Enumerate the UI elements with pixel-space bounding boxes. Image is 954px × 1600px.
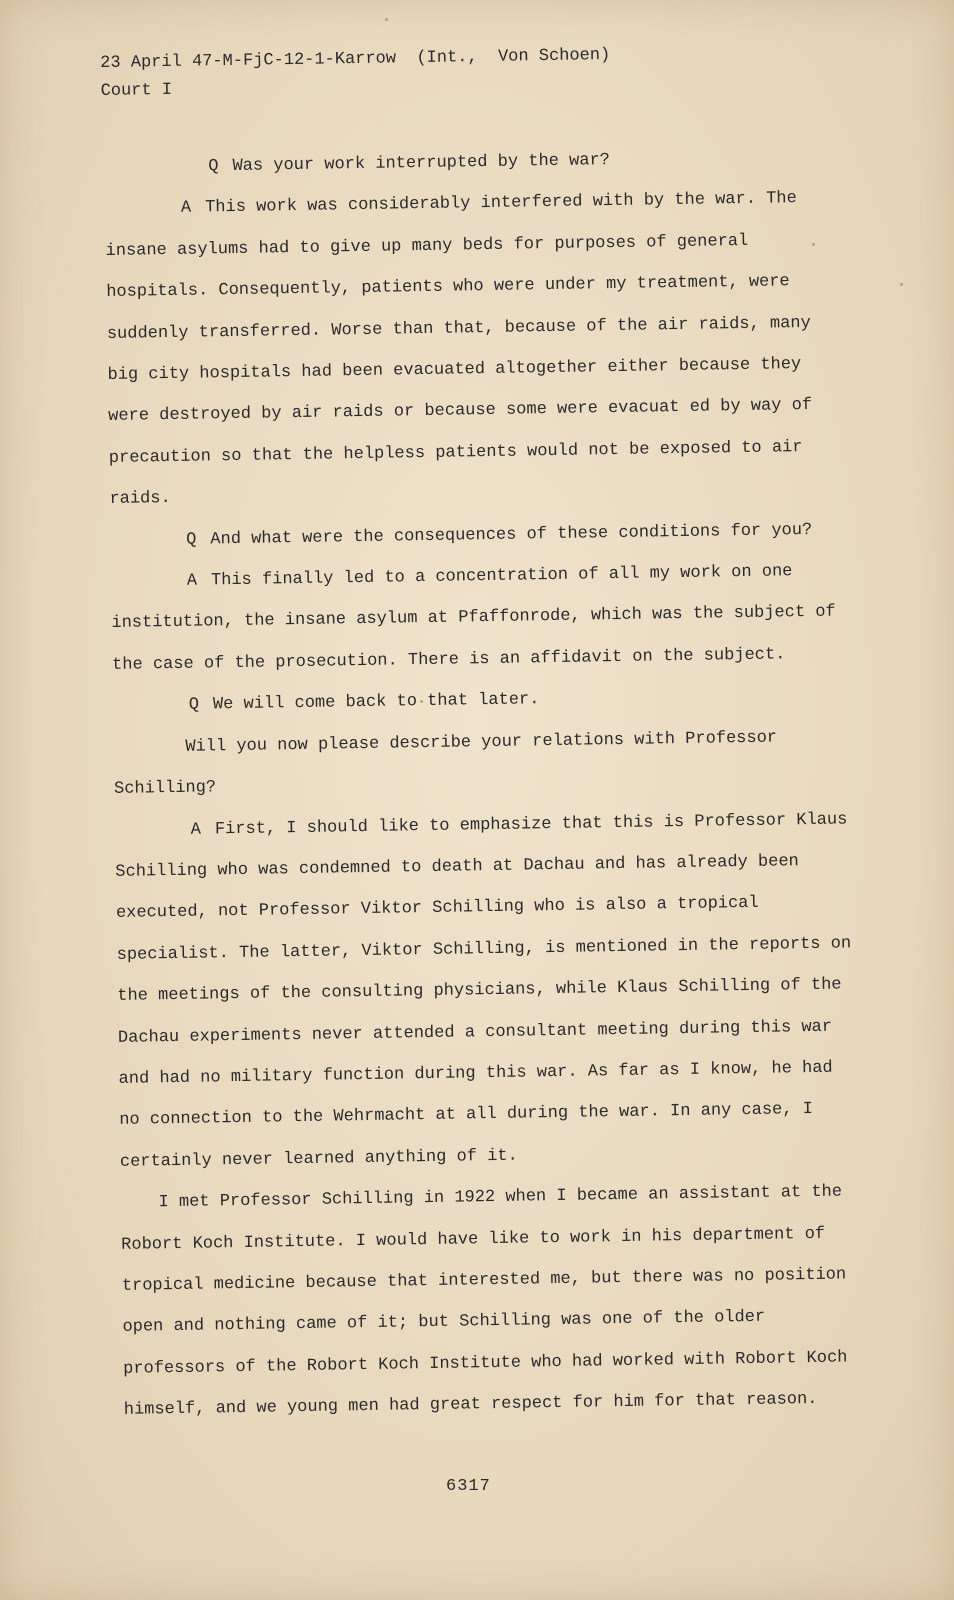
speaker-label: A <box>180 199 192 219</box>
paragraph-text: This finally led to a concentration of all my work on one institution, the insane asylum at Pfaffonrode, which was the subject of the case of the prosecution. There is an affidavit on the subject. <box>111 562 836 675</box>
paragraph-text: We will come back to that later. <box>212 690 540 715</box>
transcript-body <box>104 136 864 1431</box>
document-header <box>100 42 611 106</box>
speaker-label: A <box>186 571 198 591</box>
paragraph-text: Was your work interrupted by the war? <box>232 151 611 176</box>
transcript-paragraph <box>120 1171 864 1431</box>
paragraph-text: And what were the consequences of these conditions for you? <box>210 520 813 550</box>
paragraph-text: I met Professor Schilling in 1922 when I became an assistant at the Robort Koch Institute. I would have like to work in his department of tropical medicine because that interested me, but there was no position open and nothing came of it; but Schilling was one of the older professors of the Robort Koch Institute who had worked with Robort Koch himself, and we young men had great respect for him for that reason. <box>121 1182 848 1421</box>
page-number: 6317 <box>446 1477 491 1496</box>
header-reference-line: 23 April 47-M-FjC-12-1-Karrow (Int., Von Schoen) <box>100 45 611 73</box>
paragraph-text: Will you now please describe your relations with Professor Schilling? <box>113 728 778 800</box>
transcript-paragraph <box>111 550 853 686</box>
speaker-label: Q <box>208 157 219 177</box>
transcript-paragraph <box>114 799 860 1183</box>
paragraph-text: This work was considerably interfered with by the war. The insane asylums had to give up many beds for purposes of general hospitals. Consequently, patients who were under my treatment, were suddenly transferred. Worse than that, because of the air raids, many big city hospitals had been evacuated altogether either because they were destroyed by air raids or because some were evacuat ed by way of precaution so that the helpless patients would not be exposed to air raids. <box>105 189 813 510</box>
speaker-label: Q <box>188 695 200 716</box>
transcript-paragraph <box>113 716 854 810</box>
paper-speck <box>385 18 388 21</box>
transcript-paragraph <box>105 178 850 521</box>
speaker-label: Q <box>186 530 197 550</box>
speaker-label: A <box>190 820 202 840</box>
header-court-line: Court I <box>100 80 173 101</box>
paragraph-text: First, I should like to emphasize that this is Professor Klaus Schilling who was condemned to death at Dachau and has already been executed, not Professor Viktor Schilling who is also a tropical specialist. The latter, Viktor Schilling, is mentioned in the reports on the meetings of the consulting physicians, while Klaus Schilling of the Dachau experiments never attended a consultant meeting during this war and had no military function during this war. As far as I know, he had no connection to the Wehrmacht at all during the war. In any case, I certainly never learned anything of it. <box>115 809 852 1172</box>
paper-speck <box>900 283 903 286</box>
